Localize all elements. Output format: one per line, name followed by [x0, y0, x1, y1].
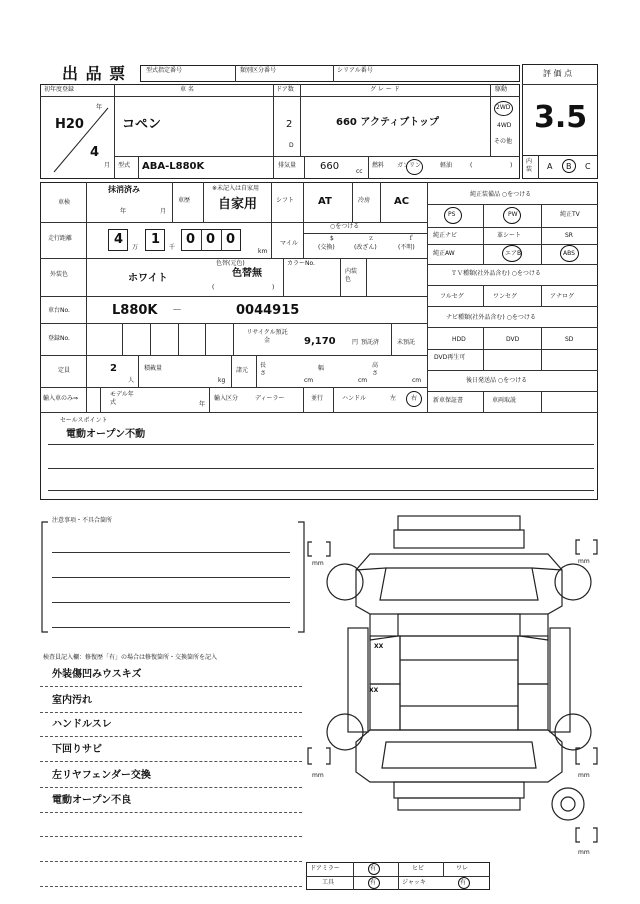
displacement-unit: cc [356, 168, 363, 175]
chassis-prefix: L880K [112, 303, 158, 318]
doors-unit: D [289, 142, 294, 149]
height-unit: cm [412, 377, 422, 384]
later-warranty: 新車保証書 [433, 397, 464, 404]
recycle-unit: 円 [352, 339, 359, 346]
mm-front-right: mm [578, 558, 590, 565]
evaluation-score: 3.5 [534, 100, 588, 135]
mileage-digit-2: 1 [151, 232, 161, 247]
navi-type-title: ナビ種類(社外品含む) ○をつける [446, 314, 536, 321]
model-cert-label: 型式指定番号 [146, 67, 183, 74]
drive-other: その他 [494, 138, 513, 145]
sales-point-label: セールスポイント [60, 417, 108, 424]
fuel-light-oil: 軽油 [440, 162, 453, 169]
door-mirror-yes: 有 [370, 865, 377, 872]
inspection-status: 抹消済み [108, 185, 140, 194]
tv-oneseg: ワンセグ [493, 293, 518, 300]
load-label: 積載量 [144, 365, 163, 372]
first-reg-era: H20 [55, 117, 84, 132]
header-codes-box [140, 65, 520, 82]
mileage-mile: マイル [280, 240, 298, 247]
equip-navi: 純正ナビ [433, 232, 458, 239]
fuel-gasoline: ガソリン [397, 162, 422, 169]
color-no-label: カラーNo. [287, 260, 315, 267]
registration-label: 登録No. [48, 335, 70, 342]
equip-abs: ABS [563, 250, 575, 257]
evaluation-label: 評 価 点 [543, 69, 573, 78]
car-damage-diagram [300, 510, 620, 860]
crack-label: ヒビ [412, 865, 425, 872]
mm-rear-left: mm [312, 772, 324, 779]
mileage-digit-1: 4 [114, 232, 124, 247]
mileage-altered-sym: ｚ [368, 235, 375, 242]
repaint-label: 色替(元色) [216, 260, 245, 267]
recycle-value: 9,170 [304, 336, 336, 347]
handle-label: ハンドル [342, 395, 367, 402]
handle-right: 右 [411, 395, 418, 402]
mileage-digit-4: 0 [206, 232, 216, 247]
capacity-value: 2 [110, 363, 117, 374]
grade-label: グ レ ー ド [370, 86, 400, 93]
first-reg-slash [50, 100, 112, 176]
length-label: 長さ [260, 362, 267, 377]
door-mirror-label: ドアミラー [310, 865, 340, 872]
interior-b: B [566, 162, 572, 171]
handle-left: 左 [390, 395, 397, 402]
mileage-exchange: (交換) [318, 244, 335, 251]
capacity-unit: 人 [128, 377, 135, 384]
drive-label: 駆動 [495, 86, 508, 93]
chassis-number: 0044915 [236, 303, 300, 318]
chassis-dash: － [172, 305, 182, 316]
mileage-sen: 千 [169, 244, 176, 251]
doors-label: ドア数 [276, 86, 294, 93]
repaint-paren-close: ) [272, 284, 275, 291]
drive-2wd: 2WD [496, 104, 511, 111]
load-unit: kg [218, 377, 226, 384]
fuel-label: 燃料 [372, 162, 385, 169]
width-unit: cm [358, 377, 368, 384]
mileage-exchange-sym: $ [330, 235, 334, 242]
equip-airbag: エアB [505, 250, 522, 257]
note-item-1: 外装傷凹みウスキズ [52, 669, 142, 680]
mm-rear-right: mm [578, 772, 590, 779]
dvd-player: DVD再生可 [434, 354, 466, 361]
equip-leather: 革シート [497, 232, 522, 239]
model-year-unit: 年 [199, 401, 206, 408]
fuel-paren-close: ) [510, 162, 513, 169]
import-class-label: 輸入区分 [214, 395, 239, 402]
mileage-altered: (改ざん) [354, 244, 377, 251]
import-label: 輸入車のみ⇒ [43, 395, 79, 402]
break-label: ワレ [456, 865, 469, 872]
mileage-unknown: (不明) [398, 244, 415, 251]
note-item-2: 室内汚れ [52, 695, 92, 706]
equipment-title: 純正装備品 ○をつける [470, 191, 532, 198]
equip-sr: SR [565, 232, 573, 239]
grade-value: 660 アクティブトップ [336, 117, 439, 128]
displacement-label: 排気量 [278, 162, 297, 169]
mileage-label: 走行距離 [48, 235, 73, 242]
note-item-6: 電動オープン不良 [52, 795, 132, 806]
tools-label: 工具 [322, 879, 335, 886]
model-year-label: モデル年式 [110, 391, 134, 406]
damage-mark-1: XX [374, 643, 384, 650]
mileage-km: km [258, 248, 268, 255]
form-title: 出 品 票 [62, 64, 127, 83]
shift-label: シフト [276, 197, 295, 204]
repaint-paren-open: ( [212, 284, 215, 291]
note-item-5: 左リヤフェンダー交換 [52, 770, 151, 781]
jack-yes: 有 [460, 879, 467, 886]
import-parallel: 並行 [311, 395, 324, 402]
serial-label: シリアル番号 [337, 67, 373, 74]
length-unit: cm [304, 377, 314, 384]
import-dealer: ディーラー [255, 395, 285, 402]
jack-label: ジャッキ [402, 879, 426, 886]
navi-hdd: HDD [452, 336, 466, 343]
tv-type-title: ＴＶ種類(社外品含む) ○をつける [451, 270, 541, 277]
equip-aw: 純正AW [433, 250, 455, 257]
first-reg-month-unit: 月 [104, 162, 111, 169]
interior-a: A [547, 162, 553, 171]
equip-ps: PS [448, 211, 456, 218]
exterior-color-value: ホワイト [128, 273, 168, 284]
mileage-man: 万 [132, 244, 139, 251]
doors-value: 2 [286, 119, 293, 130]
height-label: 高さ [372, 362, 379, 377]
first-reg-month: 4 [90, 145, 100, 160]
tv-analog: アナログ [550, 293, 575, 300]
equip-pw: PW [508, 211, 518, 218]
interior-c: C [585, 162, 591, 171]
mileage-unknown-sym: ｆ [408, 235, 415, 242]
ac-value: AC [394, 196, 410, 207]
sales-point-text: 電動オープン不動 [66, 429, 146, 440]
inspection-year-unit: 年 [120, 208, 127, 215]
navi-sd: SD [565, 336, 574, 343]
displacement-value: 660 [320, 161, 340, 172]
interior-label: 内装 [526, 158, 533, 173]
mm-spare: mm [578, 849, 590, 856]
fuel-paren-open: ( [470, 162, 473, 169]
car-name-value: コペン [122, 117, 162, 132]
chassis-label: 車台No. [48, 307, 70, 314]
mileage-digit-5: 0 [226, 232, 236, 247]
recycle-deposited: 預託済 [361, 339, 380, 346]
note-item-3: ハンドルスレ [52, 719, 112, 730]
shift-value: AT [318, 196, 332, 207]
recycle-label: リサイクル預託金 [246, 329, 288, 344]
inspection-label: 車検 [58, 199, 71, 206]
model-value: ABA-L880K [142, 161, 205, 172]
mileage-circle-note: ○をつける [330, 223, 360, 230]
mm-front-left: mm [312, 560, 324, 567]
damage-mark-2: XX [369, 687, 379, 694]
inspection-month-unit: 月 [160, 208, 167, 215]
ac-label: 冷房 [358, 197, 371, 204]
dims-label: 諸元 [236, 367, 249, 374]
drive-4wd: 4WD [497, 122, 512, 129]
note-item-4: 下回りサビ [52, 744, 102, 755]
mileage-digit-3: 0 [186, 232, 196, 247]
interior-color-label: 内装色 [345, 268, 358, 283]
later-manual: 車両取説 [492, 397, 517, 404]
class-label: 類別区分番号 [240, 67, 277, 74]
inspector-label: 検査員記入欄：修復歴「有」の場合は修復箇所・交換箇所を記入 [43, 654, 218, 661]
model-label: 型式 [118, 162, 131, 169]
equip-tv: 純正TV [560, 211, 580, 218]
first-reg-label: 初年度登録 [44, 86, 75, 93]
exterior-color-label: 外装色 [50, 271, 69, 278]
history-note: ※未記入は自家用 [212, 185, 260, 192]
navi-dvd: DVD [506, 336, 520, 343]
tv-fullseg: フルセグ [440, 293, 464, 300]
later-title: 後日発送品 ○をつける [466, 377, 528, 384]
tools-yes: 有 [370, 879, 377, 886]
first-reg-year-unit: 年 [96, 104, 103, 111]
history-label: 車歴 [178, 197, 191, 204]
recycle-not-deposited: 未預託 [397, 339, 416, 346]
car-name-label: 車 名 [180, 86, 194, 93]
capacity-label: 定員 [58, 367, 71, 374]
repaint-value: 色替無 [232, 268, 262, 279]
notes-label: 注意事項・不具合箇所 [52, 517, 113, 524]
width-label: 幅 [318, 365, 325, 372]
history-value: 自家用 [218, 197, 258, 212]
